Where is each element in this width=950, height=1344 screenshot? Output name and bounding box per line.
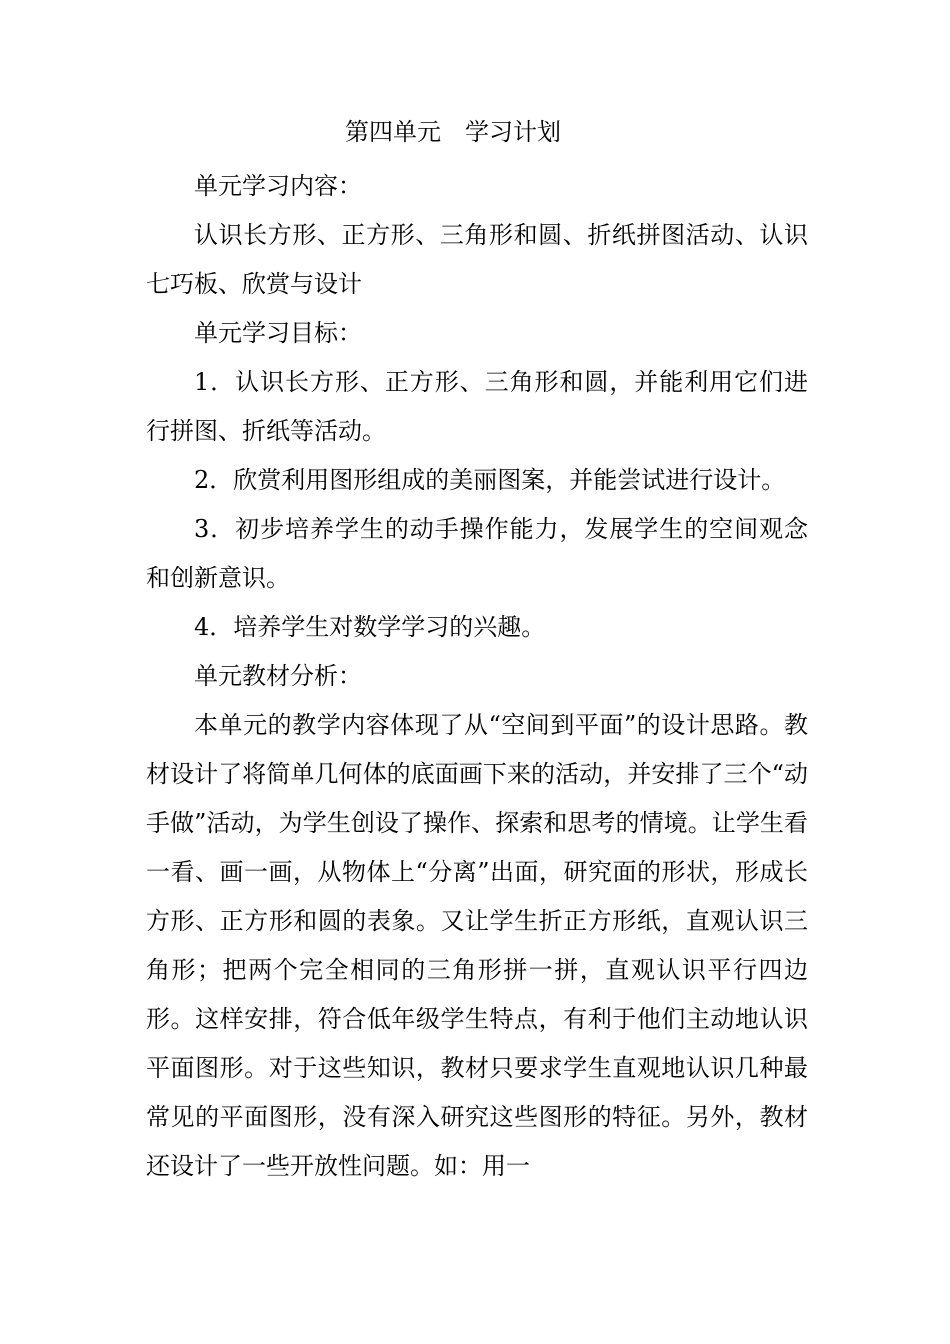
goal-item-3: 3．初步培养学生的动手操作能力，发展学生的空间观念和创新意识。 (146, 515, 808, 592)
goal-item-4: 4．培养学生对数学学习的兴趣。 (194, 613, 546, 641)
document-title: 第四单元 学习计划 (345, 118, 561, 146)
section-heading-goals: 单元学习目标： (194, 319, 362, 347)
paragraph-content-list: 认识长方形、正方形、三角形和圆、折纸拼图活动、认识七巧板、欣赏与设计 (146, 221, 808, 298)
goal-item-2: 2．欣赏利用图形组成的美丽图案，并能尝试进行设计。 (194, 466, 786, 494)
section-heading-analysis: 单元教材分析： (194, 662, 362, 690)
document-body (146, 162, 808, 1191)
paragraph-analysis: 本单元的教学内容体现了从“空间到平面”的设计思路。教材设计了将简单几何体的底面画下来的活动，并安排了三个“动手做”活动，为学生创设了操作、探索和思考的情境。让学生看一看、画一画，从物体上“分离”出面，研究面的形状，形成长方形、正方形和圆的表象。又让学生折正方形纸，直观认识三角形；把两个完全相同的三角形拼一拼，直观认识平行四边形。这样安排，符合低年级学生特点，有利于他们主动地认识平面图形。对于这些知识，教材只要求学生直观地认识几种最常见的平面图形，没有深入研究这些图形的特征。另外，教材还设计了一些开放性问题。如：用一 (146, 711, 808, 1180)
section-heading-content: 单元学习内容： (194, 172, 362, 200)
goal-item-1: 1．认识长方形、正方形、三角形和圆，并能利用它们进行拼图、折纸等活动。 (146, 368, 808, 445)
